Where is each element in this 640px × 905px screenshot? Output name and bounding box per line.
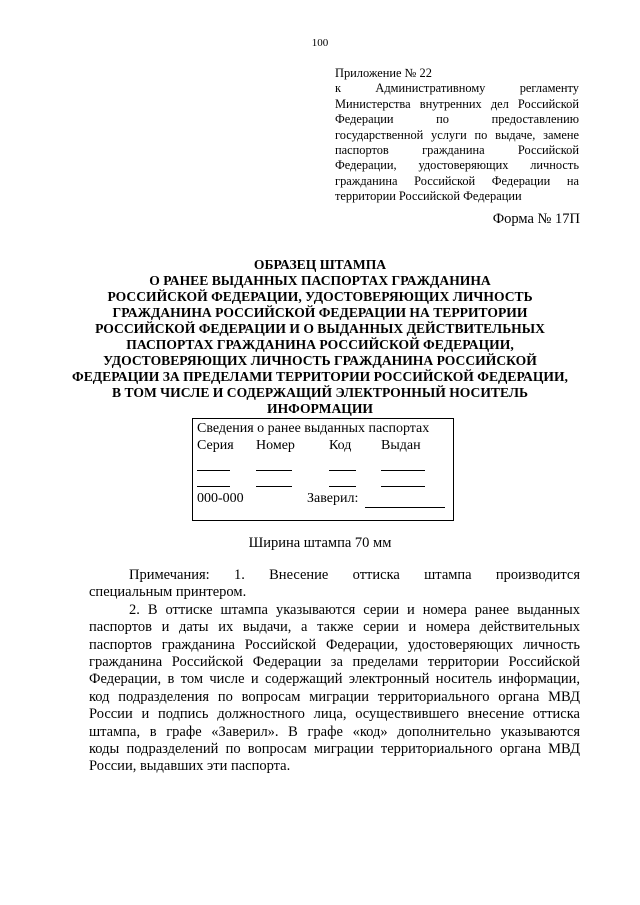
stamp-blank-line <box>256 486 292 487</box>
stamp-blank-line <box>381 470 425 471</box>
title-line: ПАСПОРТАХ ГРАЖДАНИНА РОССИЙСКОЙ ФЕДЕРАЦИИ, <box>126 337 514 352</box>
stamp-sample <box>192 418 454 521</box>
notes-block <box>89 567 580 776</box>
stamp-code-sample: 000-000 <box>197 491 244 506</box>
title-line: РОССИЙСКОЙ ФЕДЕРАЦИИ И О ВЫДАННЫХ ДЕЙСТВИТЕЛЬНЫХ <box>95 321 545 336</box>
note-line: 2. В оттиске штампа указываются серии и номера ранее выданных <box>129 601 580 618</box>
title-line: ГРАЖДАНИНА РОССИЙСКОЙ ФЕДЕРАЦИИ НА ТЕРРИТОРИИ <box>112 305 528 320</box>
stamp-column-number: Номер <box>256 438 295 453</box>
appendix-line: Приложение № 22 <box>335 66 432 80</box>
note-line: коды подразделений по вопросам миграции территориального органа МВД <box>89 740 580 757</box>
title-line: О РАНЕЕ ВЫДАННЫХ ПАСПОРТАХ ГРАЖДАНИНА <box>149 273 491 288</box>
page-number: 100 <box>311 37 329 49</box>
title-line: ИНФОРМАЦИИ <box>267 401 373 416</box>
appendix-line: Федерации по предоставлению <box>335 112 579 127</box>
note-line: России и подпись должностного лица, осуществившего внесение оттиска <box>89 706 580 723</box>
stamp-blank-line <box>197 470 230 471</box>
stamp-blank-line <box>329 470 356 471</box>
stamp-width-note: Ширина штампа 70 мм <box>248 535 392 551</box>
stamp-blank-line <box>256 470 292 471</box>
note-line: Федерации, в том числе и содержащий электронный носитель информации, <box>89 671 580 688</box>
title-line: В ТОМ ЧИСЛЕ И СОДЕРЖАЩИЙ ЭЛЕКТРОННЫЙ НОСИТЕЛЬ <box>112 385 528 400</box>
note-line: паспортов и даты их выдачи, а также серии и номера действительных <box>89 619 580 636</box>
appendix-line: к Административному регламенту <box>335 81 579 96</box>
stamp-column-series: Серия <box>197 438 234 453</box>
stamp-blank-line <box>381 486 425 487</box>
title-line: ФЕДЕРАЦИИ ЗА ПРЕДЕЛАМИ ТЕРРИТОРИИ РОССИЙСКОЙ ФЕДЕРАЦИИ, <box>72 369 568 384</box>
stamp-column-issued: Выдан <box>381 438 421 453</box>
appendix-line: паспортов гражданина Российской <box>335 142 579 157</box>
stamp-heading: Сведения о ранее выданных паспортах <box>197 421 430 436</box>
note-line: паспортов гражданина Российской Федерации, удостоверяющих личность <box>89 636 580 653</box>
appendix-block <box>335 66 579 205</box>
note-line: специальным принтером. <box>89 584 247 601</box>
appendix-line: гражданина Российской Федерации на <box>335 173 579 188</box>
stamp-column-code: Код <box>329 438 352 453</box>
stamp-blank-line <box>197 486 230 487</box>
title-line: РОССИЙСКОЙ ФЕДЕРАЦИИ, УДОСТОВЕРЯЮЩИХ ЛИЧНОСТЬ <box>107 289 533 304</box>
note-line: России, выдавших эти паспорта. <box>89 758 291 775</box>
note-line: код подразделения по вопросам миграции территориального органа МВД <box>89 688 580 705</box>
appendix-line: государственной услуги по выдаче, замене <box>335 127 579 142</box>
title-line: УДОСТОВЕРЯЮЩИХ ЛИЧНОСТЬ ГРАЖДАНИНА РОССИЙСКОЙ <box>103 353 537 368</box>
appendix-line: территории Российской Федерации <box>335 189 522 204</box>
appendix-line: Министерства внутренних дел Российской <box>335 96 579 111</box>
stamp-blank-line <box>329 486 356 487</box>
stamp-signature-line <box>365 507 445 508</box>
form-number: Форма № 17П <box>492 211 580 227</box>
title-line: ОБРАЗЕЦ ШТАМПА <box>253 257 387 272</box>
note-line: гражданина Российской Федерации за пределами территории Российской <box>89 653 580 670</box>
document-title <box>0 257 640 417</box>
note-line: штампа, в графе «Заверил». В графе «код» дополнительно указываются <box>89 723 580 740</box>
appendix-line: Федерации, удостоверяющих личность <box>335 158 579 173</box>
note-line: Примечания: 1. Внесение оттиска штампа производится <box>129 567 580 583</box>
stamp-certified-label: Заверил: <box>307 491 359 506</box>
